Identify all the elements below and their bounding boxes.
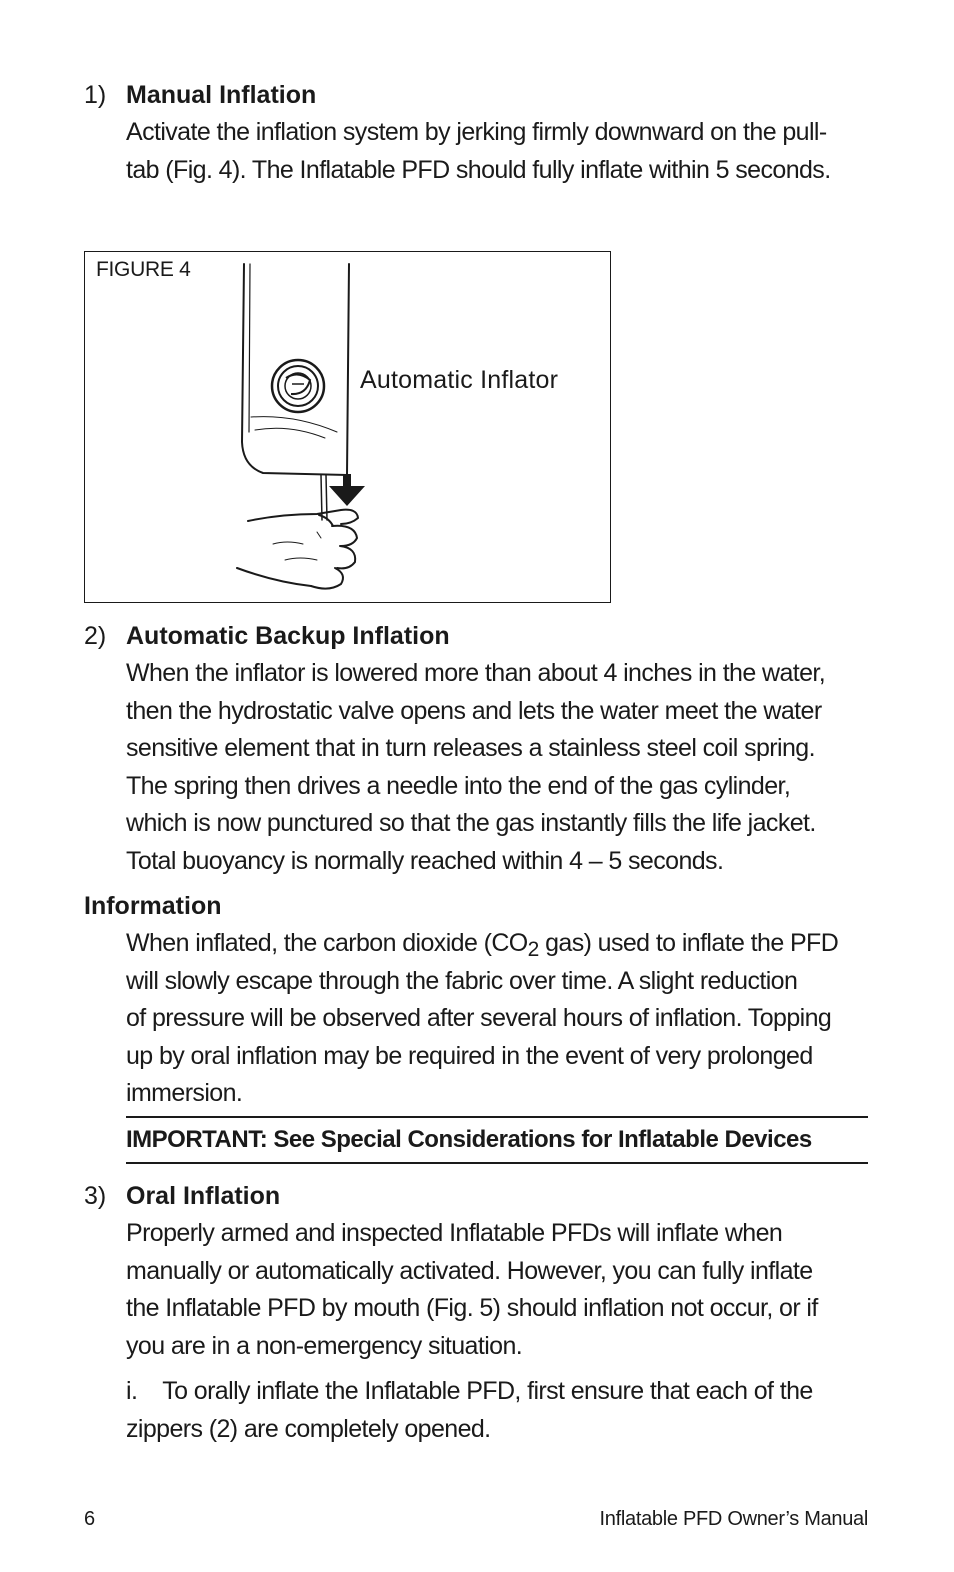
jacket-inner-edge — [249, 264, 250, 432]
hand-icon — [237, 510, 358, 589]
text-line: Total buoyancy is normally reached within 4 – 5 seconds. — [126, 846, 724, 875]
inflator-illustration — [85, 252, 612, 604]
bottom-rule — [126, 1162, 868, 1164]
inflator-badge-icon — [272, 360, 324, 412]
important-notice: IMPORTANT: See Special Considerations for Inflatable Devices — [126, 1126, 812, 1153]
page-number: 6 — [84, 1508, 96, 1530]
section-1-number: 1) — [84, 81, 107, 109]
text-line: which is now punctured so that the gas instantly fills the life jacket. — [126, 809, 816, 837]
section-3-substep — [126, 1373, 874, 1448]
text-line: The spring then drives a needle into the end of the gas cylinder, — [126, 771, 791, 800]
section-3-number: 3) — [84, 1182, 107, 1210]
section-2-title: Automatic Backup Inflation — [126, 622, 450, 650]
section-1-title: Manual Inflation — [126, 81, 317, 109]
figure-label: FIGURE 4 — [96, 258, 191, 281]
text-line: Activate the inflation system by jerking firmly downward on the pull- — [126, 118, 827, 146]
section-2-number: 2) — [84, 622, 107, 650]
information-title: Information — [84, 892, 222, 920]
section-3-title: Oral Inflation — [126, 1182, 281, 1210]
text-line: tab (Fig. 4). The Inflatable PFD should fully inflate within 5 seconds. — [126, 155, 831, 184]
text-fragment: When inflated, the carbon dioxide (CO — [126, 929, 528, 957]
text-line — [126, 925, 874, 963]
jacket-left-edge — [242, 264, 349, 475]
text-fragment: gas) used to inflate the PFD — [538, 929, 839, 957]
text-line: sensitive element that in turn releases a stainless steel coil spring. — [126, 734, 815, 762]
text-line: then the hydrostatic valve opens and lets the water meet the water — [126, 696, 822, 725]
figure-callout: Automatic Inflator — [360, 366, 559, 394]
section-3-body — [126, 1215, 874, 1365]
text-line: you are in a non-emergency situation. — [126, 1331, 523, 1360]
text-line: will slowly escape through the fabric over time. A slight reduction — [126, 966, 798, 995]
text-line: manually or automatically activated. However, you can fully inflate — [126, 1256, 813, 1285]
manual-title: Inflatable PFD Owner’s Manual — [599, 1508, 868, 1530]
section-2-body — [126, 655, 874, 880]
text-line: immersion. — [126, 1079, 243, 1107]
down-arrow-icon — [329, 474, 365, 506]
subscript-2: 2 — [527, 938, 539, 961]
figure-4 — [84, 251, 611, 603]
text-line: up by oral inflation may be required in the event of very prolonged — [126, 1041, 813, 1070]
information-body — [126, 925, 874, 1113]
section-1-body — [126, 114, 874, 189]
text-line: zippers (2) are completely opened. — [126, 1414, 491, 1443]
fabric-crease — [255, 428, 325, 438]
text-line: of pressure will be observed after several hours of inflation. Topping — [126, 1004, 832, 1032]
text-line: Properly armed and inspected Inflatable PFDs will inflate when — [126, 1219, 783, 1247]
text-line: i. To orally inflate the Inflatable PFD, first ensure that each of the — [126, 1377, 813, 1405]
text-line: the Inflatable PFD by mouth (Fig. 5) should inflation not occur, or if — [126, 1294, 818, 1322]
text-line: When the inflator is lowered more than about 4 inches in the water, — [126, 659, 826, 687]
top-rule — [126, 1116, 868, 1118]
